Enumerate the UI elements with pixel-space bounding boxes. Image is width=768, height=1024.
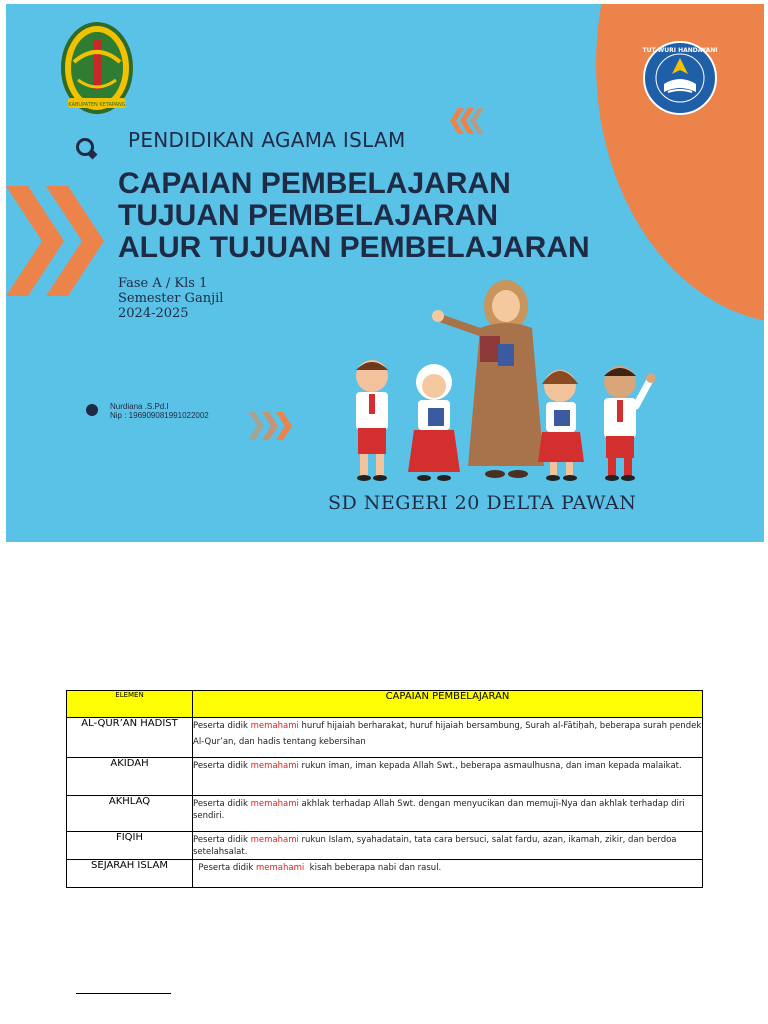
small-chevron-icon-2 (248, 412, 300, 440)
table-row (67, 832, 703, 860)
table-row (67, 796, 703, 832)
desc-text: rukun Islam, syahadatain, tata cara bersuci, salat fardu, azan, ikamah, zikir, dan berdoa setelahsalat. (193, 835, 677, 857)
semester-text: Semester Ganjil (118, 291, 224, 306)
row-elemen: AKIDAH (67, 758, 193, 796)
highlight-word: memahami (250, 721, 299, 731)
row-description (193, 758, 703, 796)
desc-text: Peserta didik (193, 863, 256, 873)
desc-text: Peserta didik (193, 835, 251, 845)
row-elemen: AKHLAQ (67, 796, 193, 832)
desc-text: kisah beberapa nabi dan rasul. (304, 863, 442, 873)
main-title-block (118, 168, 590, 264)
crest-label: KABUPATEN KETAPANG (68, 102, 126, 108)
highlight-word: memahami (250, 835, 299, 845)
meta-info (118, 276, 223, 321)
brand-q-icon (76, 138, 94, 156)
row-description (193, 832, 703, 860)
desc-text: huruf hijaiah berharakat, huruf hijaiah bersambung, Surah al-Fātiḥah, beberapa surah pendek Al-Qur’an, dan hadis tentang kebersihan (193, 721, 702, 747)
highlight-word: memahami (256, 863, 305, 873)
chevron-decoration-icon (6, 186, 106, 296)
header-elemen: ELEMEN (67, 691, 193, 718)
regency-crest-logo (60, 22, 134, 118)
title-line-1: CAPAIAN PEMBELAJARAN (118, 167, 511, 200)
row-elemen: FIQIH (67, 832, 193, 860)
phase-text: Fase A / Kls 1 (118, 276, 208, 291)
row-description (193, 718, 703, 758)
table-header-row (67, 691, 703, 718)
highlight-word: memahami (250, 799, 299, 809)
tut-wuri-handayani-logo (638, 40, 722, 116)
cover-banner (6, 4, 764, 542)
table-row (67, 718, 703, 758)
student-boy-1 (356, 360, 388, 481)
row-description (193, 796, 703, 832)
row-elemen: SEJARAH ISLAM (67, 860, 193, 888)
author-bullet-icon (86, 404, 98, 416)
author-nip: Nip : 196909081991022002 (110, 411, 209, 420)
title-line-3: ALUR TUJUAN PEMBELAJARAN (118, 231, 590, 264)
author-name: Nurdiana .S.Pd.I (110, 402, 169, 411)
logo-motto: TUT WURI HANDAYANI (642, 47, 718, 54)
subject-title: PENDIDIKAN AGAMA ISLAM (128, 128, 406, 152)
desc-text: Peserta didik (193, 761, 251, 771)
row-description (193, 860, 703, 888)
table-row (67, 860, 703, 888)
desc-text: Peserta didik (193, 721, 251, 731)
school-name: SD NEGERI 20 DELTA PAWAN (328, 492, 637, 514)
header-capaian: CAPAIAN PEMBELAJARAN (193, 691, 703, 718)
small-chevron-icon (448, 108, 488, 134)
capaian-table (66, 690, 703, 888)
student-girl-2 (538, 370, 584, 481)
student-girl-1 (408, 364, 460, 481)
title-line-2: TUJUAN PEMBELAJARAN (118, 199, 499, 232)
student-boy-2 (604, 366, 656, 481)
teacher-students-illustration (330, 266, 660, 486)
desc-text: akhlak terhadap Allah Swt. dengan menyucikan dan memuji-Nya dan akhlak terhadap diri sendiri. (193, 799, 685, 821)
row-elemen: AL-QUR’AN HADIST (67, 718, 193, 758)
footnote-rule (76, 993, 171, 994)
highlight-word: memahami (250, 761, 299, 771)
year-text: 2024-2025 (118, 306, 189, 321)
desc-text: rukun iman, iman kepada Allah Swt., beberapa asmaulhusna, dan iman kepada malaikat. (298, 761, 682, 771)
table-row (67, 758, 703, 796)
desc-text: Peserta didik (193, 799, 251, 809)
